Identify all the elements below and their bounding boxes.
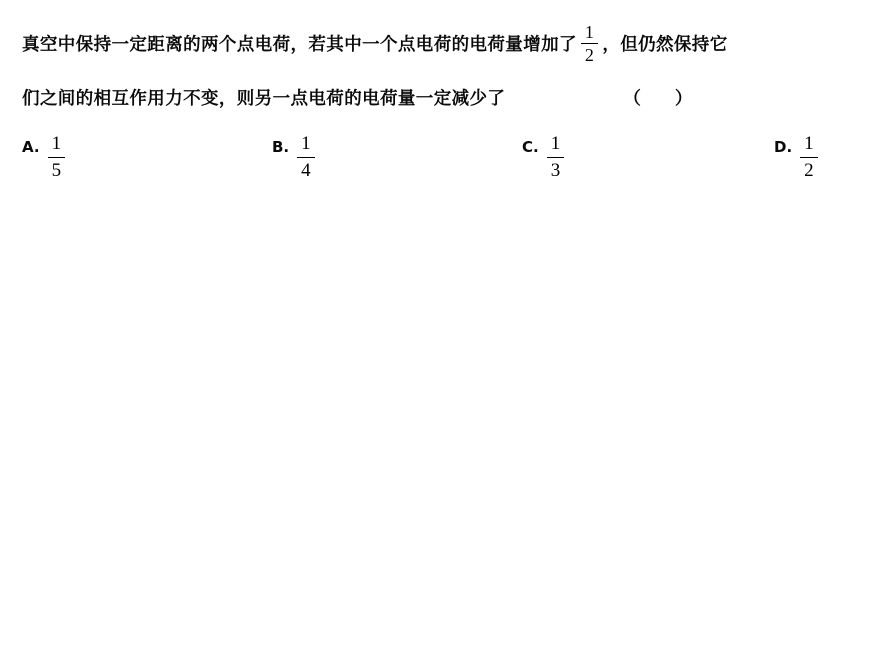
option-b[interactable] (272, 132, 315, 183)
option-d[interactable] (774, 132, 818, 183)
fraction-denominator: 2 (804, 160, 814, 182)
fraction-bar (48, 157, 66, 158)
fraction-numerator: 1 (804, 133, 814, 154)
question-line-2 (22, 72, 870, 126)
question-line-1-text-part-2: ，但仍然保持它 (602, 35, 728, 55)
option-a[interactable] (22, 132, 65, 183)
fraction-numerator: 1 (550, 133, 561, 154)
fraction-numerator: 1 (584, 21, 595, 42)
option-c-label: C. (522, 138, 539, 156)
fraction-denominator: 2 (584, 45, 595, 66)
question-line-2-text: 们之间的相互作用力不变，则另一点电荷的电荷量一定减少了 (22, 89, 506, 109)
fraction-numerator: 1 (51, 133, 62, 154)
option-c-fraction (547, 132, 565, 183)
question-line-1 (22, 18, 870, 72)
option-d-fraction (800, 132, 818, 183)
fraction-one-half-inline (581, 22, 598, 65)
question-text-block (22, 18, 870, 126)
fraction-bar (297, 157, 315, 158)
option-a-fraction (48, 132, 66, 183)
fraction-denominator: 4 (301, 160, 311, 182)
option-b-label: B. (272, 138, 290, 156)
fraction-bar (800, 157, 818, 158)
answer-blank-parentheses: （ ） (623, 89, 707, 109)
options-list (22, 132, 870, 192)
option-c[interactable] (522, 132, 564, 183)
fraction-bar (581, 43, 598, 44)
fraction-denominator: 5 (51, 160, 62, 182)
fraction-numerator: 1 (301, 133, 311, 154)
fraction-denominator: 3 (550, 160, 561, 182)
option-a-label: A. (22, 138, 40, 156)
option-b-fraction (297, 132, 315, 183)
question-line-1-text-part-1: 真空中保持一定距离的两个点电荷，若其中一个点电荷的电荷量增加了 (22, 35, 577, 55)
option-d-label: D. (774, 138, 793, 156)
fraction-bar (547, 157, 565, 158)
